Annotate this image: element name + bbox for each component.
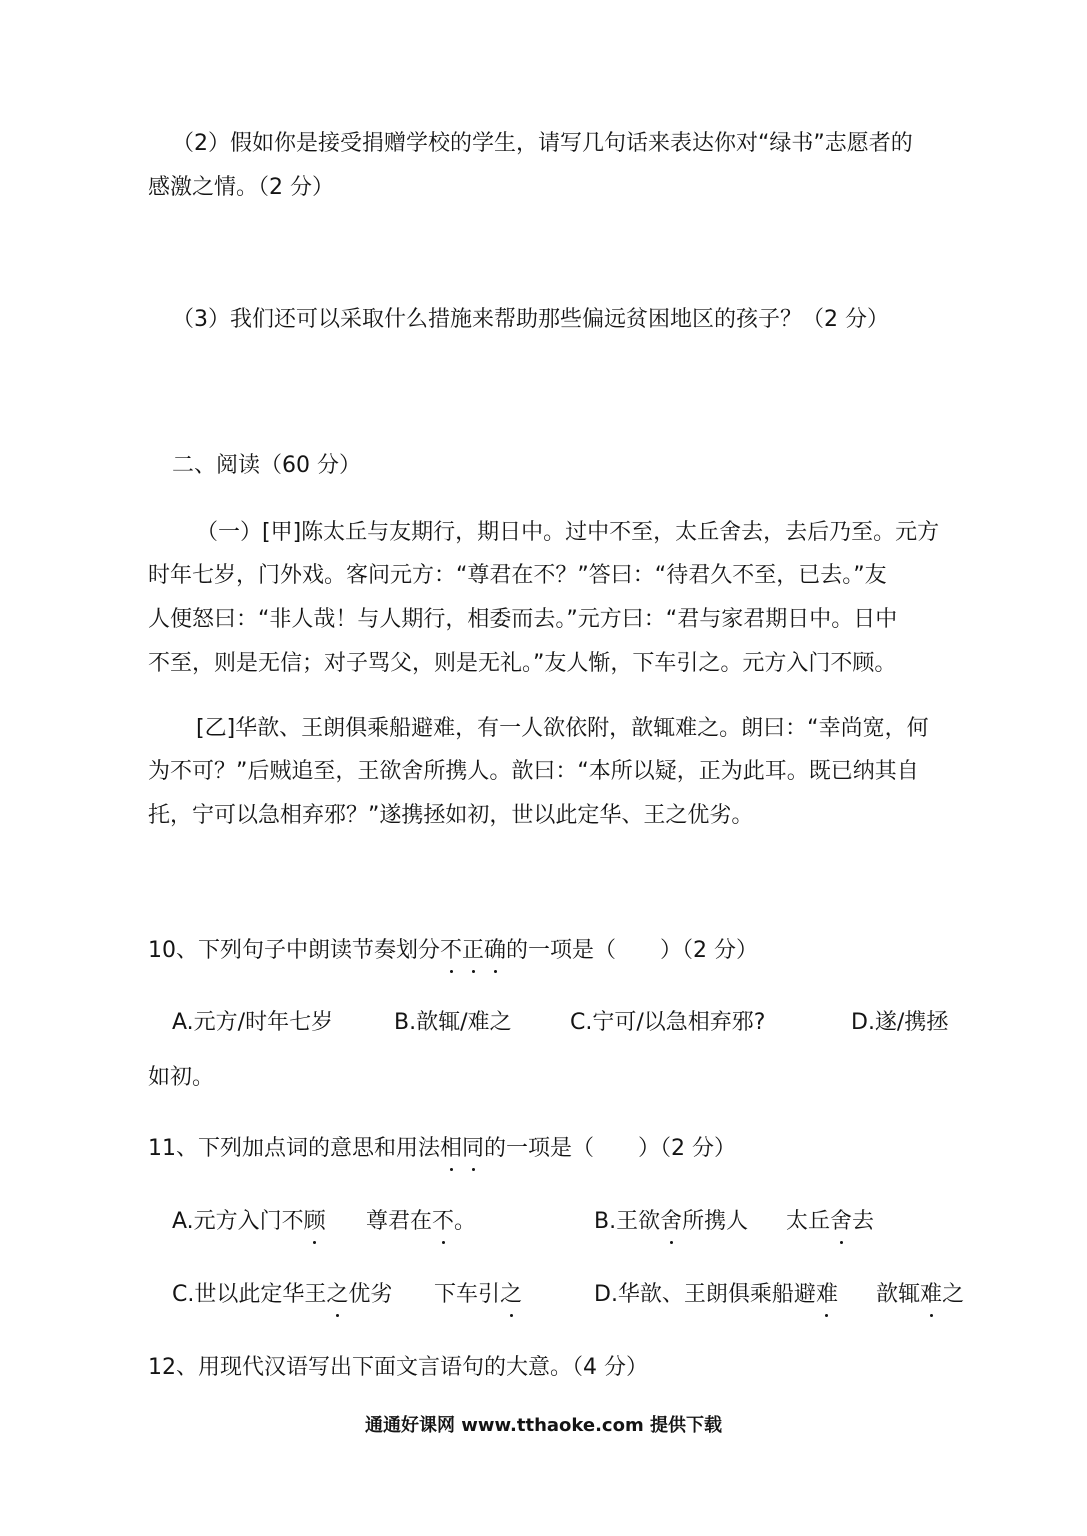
- emphasis-dot-char: 难: [920, 1280, 942, 1310]
- passage-jia-line: 人便怒曰：“非人哉！与人期行，相委而去。”元方曰：“君与家君期日中。日中: [148, 607, 898, 632]
- emphasis-dot-char: 相: [440, 1134, 462, 1164]
- q11-c2-text: 下车引: [434, 1282, 501, 1307]
- passage-yi-line: [乙]华歆、王朗俱乘船避难，有一人欲依附，歆辄难之。朗曰：“幸尚宽，何: [196, 716, 929, 741]
- q11-b-post: 所携人: [682, 1209, 749, 1234]
- q11-stem-post: 的一项是（ ）（2 分）: [484, 1136, 737, 1161]
- q11-a2-text: 尊君在: [366, 1209, 433, 1234]
- q11-option-d-compare: [876, 1280, 964, 1310]
- passage-jia-line: （一）[甲]陈太丘与友期行，期日中。过中不至，太丘舍去，去后乃至。元方: [196, 520, 940, 545]
- q11-option-c-compare: [434, 1280, 522, 1310]
- q11-b2-post: 去: [852, 1209, 875, 1234]
- emphasis-dot-char: 难: [816, 1280, 838, 1310]
- emphasis-dot-char: 之: [500, 1280, 522, 1310]
- q10-option-b: B.歆辄/难之: [394, 1010, 512, 1035]
- q11-a2-post: 。: [454, 1209, 477, 1234]
- q12-stem: 12、用现代汉语写出下面文言语句的大意。（4 分）: [148, 1355, 648, 1380]
- q10-stem-pre: 10、下列句子中朗读节奏划分: [148, 938, 440, 963]
- q10-option-d-continued: 如初。: [148, 1065, 215, 1090]
- q10-stem-post: 的一项是（ ）（2 分）: [506, 938, 759, 963]
- emphasis-dot-char: 同: [462, 1134, 484, 1164]
- section-heading: 二、阅读（60 分）: [172, 453, 361, 478]
- q10-option-a: A.元方/时年七岁: [172, 1010, 334, 1035]
- q11-d2-text: 歆辄: [876, 1282, 921, 1307]
- q11-b-text: B.王欲: [594, 1209, 661, 1234]
- q9-part2-line2: 感激之情。（2 分）: [148, 175, 334, 200]
- q11-c-text: C.世以此定华王: [172, 1282, 327, 1307]
- passage-yi-line: 为不可？”后贼追至，王欲舍所携人。歆曰：“本所以疑，正为此耳。既已纳其自: [148, 759, 919, 784]
- q11-option-b-compare: [786, 1207, 874, 1237]
- emphasis-dot-char: 顾: [304, 1207, 326, 1237]
- passage-jia-line: 时年七岁，门外戏。客问元方：“尊君在不？”答曰：“待君久不至，已去。”友: [148, 563, 887, 588]
- q11-option-d: [594, 1280, 838, 1310]
- passage-yi-line: 托，宁可以急相弃邪？”遂携拯如初，世以此定华、王之优劣。: [148, 803, 754, 828]
- page-footer: 通通好课网 www.tthaoke.com 提供下载: [365, 1415, 722, 1436]
- q9-part2-line1: （2）假如你是接受捐赠学校的学生，请写几句话来表达你对“绿书”志愿者的: [172, 131, 913, 156]
- q11-a-text: A.元方入门不: [172, 1209, 304, 1234]
- q9-part3: （3）我们还可以采取什么措施来帮助那些偏远贫困地区的孩子？（2 分）: [172, 307, 889, 332]
- q10-option-c: C.宁可/以急相弃邪?: [570, 1010, 766, 1035]
- q11-d2-post: 之: [942, 1282, 965, 1307]
- q10-option-d: D.遂/携拯: [851, 1010, 949, 1035]
- emphasis-dot-char: 舍: [660, 1207, 682, 1237]
- emphasis-dot-char: 不: [432, 1207, 454, 1237]
- q11-option-a-compare: [366, 1207, 476, 1237]
- q11-c-post: 优劣: [348, 1282, 393, 1307]
- q11-option-c: [172, 1280, 392, 1310]
- q11-b2-text: 太丘: [786, 1209, 831, 1234]
- passage-jia-line: 不至，则是无信；对子骂父，则是无礼。”友人惭，下车引之。元方入门不顾。: [148, 651, 897, 676]
- q11-stem: [148, 1134, 736, 1164]
- emphasis-dot-char: 不: [440, 936, 462, 966]
- q11-option-a: [172, 1207, 326, 1237]
- emphasis-dot-char: 正: [462, 936, 484, 966]
- emphasis-dot-char: 舍: [830, 1207, 852, 1237]
- emphasis-dot-char: 之: [326, 1280, 348, 1310]
- q11-stem-pre: 11、下列加点词的意思和用法: [148, 1136, 440, 1161]
- emphasis-dot-char: 确: [484, 936, 506, 966]
- q11-d-text: D.华歆、王朗俱乘船避: [594, 1282, 816, 1307]
- q10-stem: [148, 936, 758, 966]
- q11-option-b: [594, 1207, 748, 1237]
